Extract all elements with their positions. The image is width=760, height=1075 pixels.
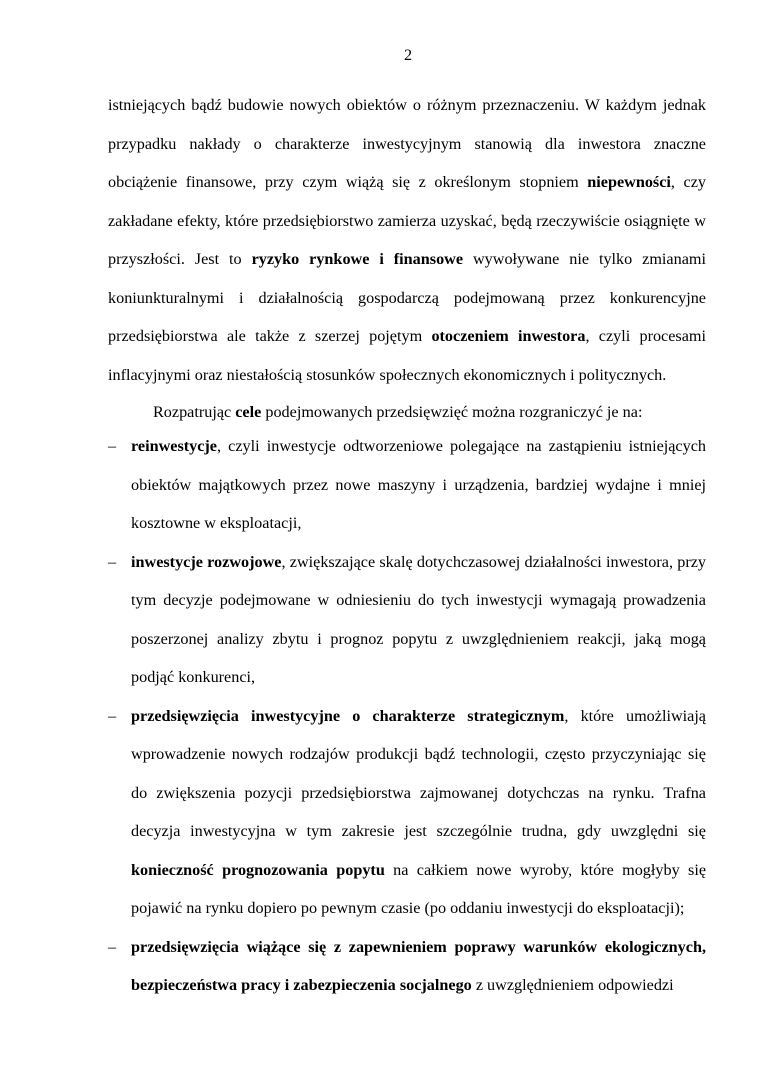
- list-item-reinwestycje: [108, 427, 706, 543]
- investment-types-list: [108, 427, 706, 1005]
- list-item-strategiczne: [108, 697, 706, 928]
- page-number: 2: [403, 46, 413, 64]
- list-item-rozwojowe: [108, 543, 706, 697]
- paragraph-risk: [108, 86, 706, 394]
- bold-term-cele: cele: [235, 403, 262, 421]
- bold-term: przedsięwzięcia inwestycyjne o charakterze strategicznym: [131, 706, 565, 725]
- bold-term: przedsięwzięcia wiążące się z zapewnieniem poprawy warunków ekologicznych, bezpieczeństwa pracy i zabezpieczenia socjalnego: [131, 937, 706, 994]
- bold-term: inwestycje rozwojowe: [131, 552, 282, 571]
- text-segment: podejmowanych przedsięwzięć można rozgraniczyć je na:: [261, 403, 643, 421]
- text-segment: Rozpatrując: [153, 403, 236, 421]
- dash-bullet: –: [108, 706, 117, 725]
- paragraph-goals-intro: [108, 393, 706, 432]
- text-segment: , czyli procesami inflacyjnymi oraz niestałością stosunków społecznych ekonomicznych i politycznych.: [108, 327, 707, 384]
- text-segment: na całkiem nowe wyroby, które mogłyby się pojawić na rynku dopiero po pewnym czasie (po oddaniu inwestycji do eksploatacji);: [131, 860, 706, 917]
- text-segment: z uwzględnieniem odpowiedzi: [471, 976, 674, 994]
- dash-bullet: –: [108, 937, 117, 956]
- text-segment: , czy zakładane efekty, które przedsiębiorstwo zamierza uzyskać, będą rzeczywiście osiągnięte w przyszłości. Jest to: [108, 173, 706, 268]
- text-segment: , które umożliwiają wprowadzenie nowych rodzajów produkcji bądź technologii, często przyczyniając się do zwiększenia pozycji przedsiębiorstwa zajmowanej dotychczas na rynku. Trafna decyzja inwestycyjna w tym zakresie jest szczególnie trudna, gdy uwzględni się: [131, 706, 706, 840]
- dash-bullet: –: [108, 437, 117, 455]
- bold-term: reinwestycje: [131, 437, 217, 455]
- bold-term-otoczeniem: otoczeniem inwestora: [431, 327, 586, 345]
- bold-term-niepewnosci: niepewności: [587, 173, 671, 191]
- list-item-ekologiczne: [108, 928, 706, 1005]
- text-segment: , zwiększające skalę dotychczasowej działalności inwestora, przy tym decyzje podejmowane w odniesieniu do tych inwestycji wymagają prowadzenia poszerzonej analizy zbytu i prognoz popytu z uwzględnieniem reakcji, jaką mogą podjąć konkurenci,: [131, 552, 707, 686]
- bold-term-ryzyko: ryzyko rynkowe i finansowe: [251, 250, 464, 268]
- text-segment: wywoływane nie tylko zmianami koniunkturalnymi i działalnością gospodarczą podejmowaną przez konkurencyjne przedsiębiorstwa ale także z szerzej pojętym: [108, 250, 706, 345]
- dash-bullet: –: [108, 552, 117, 571]
- text-segment: , czyli inwestycje odtworzeniowe polegające na zastąpieniu istniejących obiektów majątkowych przez nowe maszyny i urządzenia, bardziej wydajne i mniej kosztowne w eksploatacji,: [131, 437, 706, 532]
- text-segment: istniejących bądź budowie nowych obiektów o różnym przeznaczeniu. W każdym jednak przypadku nakłady o charakterze inwestycyjnym stanowią dla inwestora znaczne obciążenie finansowe, przy czym wiążą się z określonym stopniem: [108, 96, 706, 191]
- bold-term: konieczność prognozowania popytu: [131, 860, 385, 879]
